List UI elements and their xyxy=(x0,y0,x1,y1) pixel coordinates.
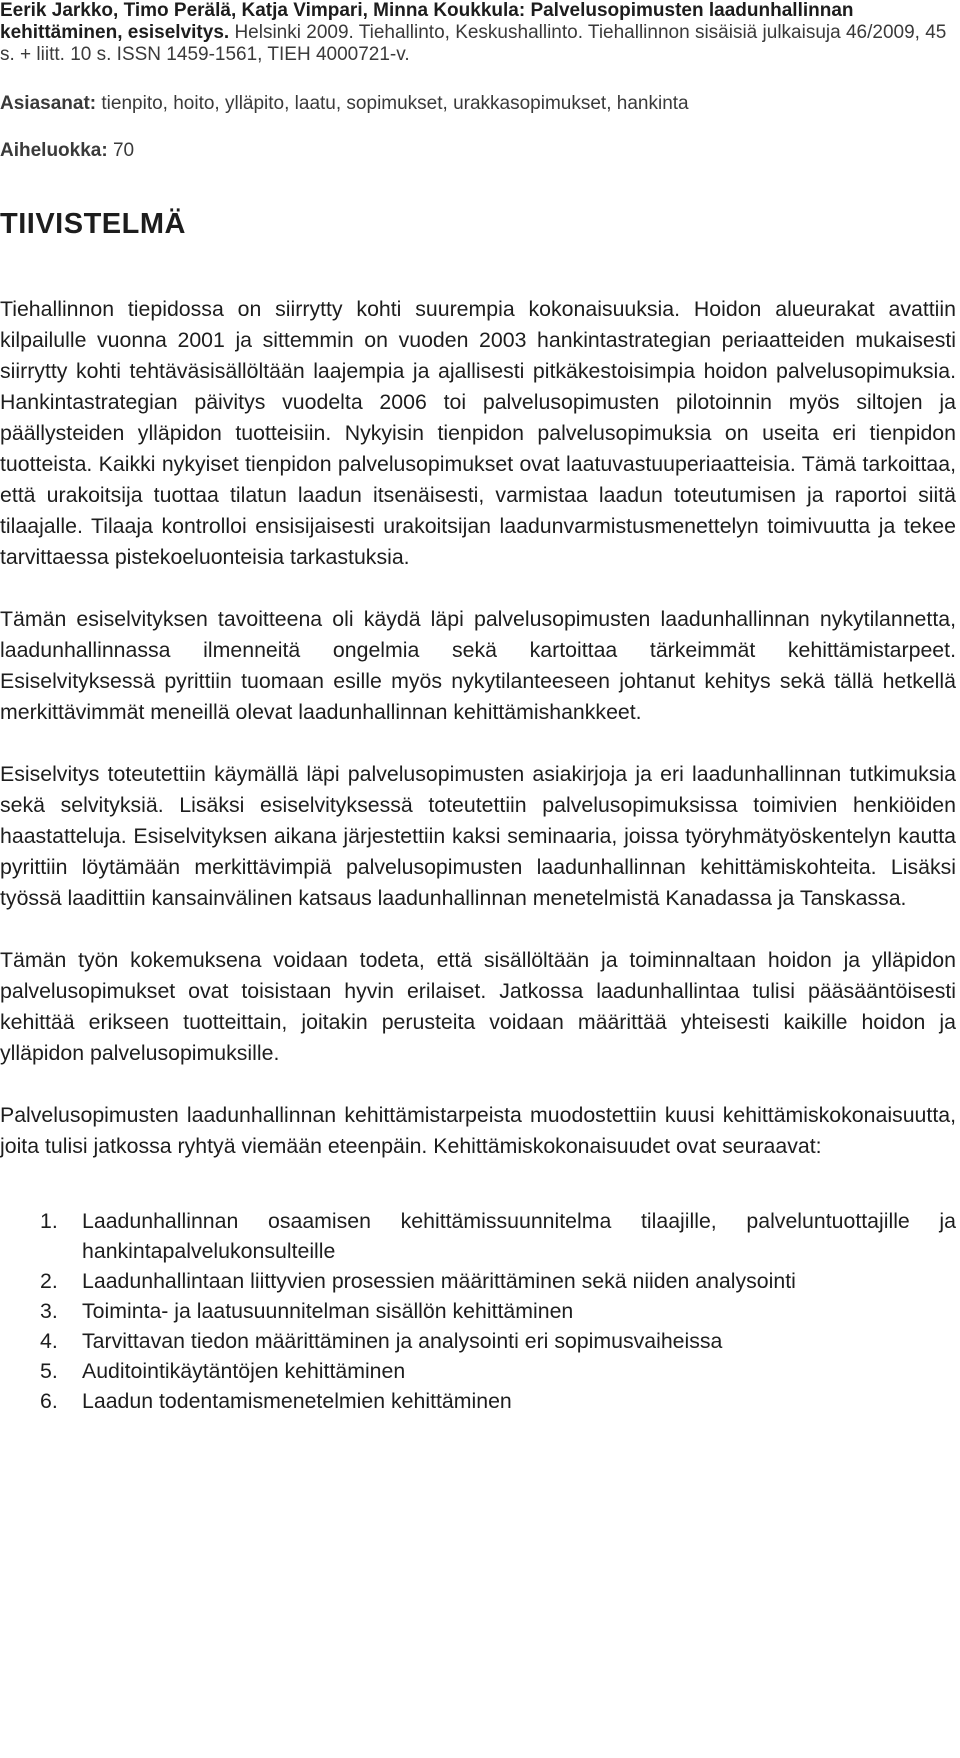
list-item xyxy=(40,1296,956,1326)
category-value: 70 xyxy=(112,140,135,161)
list-item-text: Laadun todentamismenetelmien kehittäminen xyxy=(82,1389,512,1413)
summary-body xyxy=(0,294,956,1416)
paragraph: Tiehallinnon tiepidossa on siirrytty kohti suurempia kokonaisuuksia. Hoidon alueurakat avattiin kilpailulle vuonna 2001 ja sittemmin on vuoden 2003 hankintastrategian periaatteiden mukaisesti siirrytty kohti tehtäväsisällöltään laajempia ja ajallisesti pitkäkestoisimpia hoidon palvelusopimuksia. Hankintastrategian päivitys vuodelta 2006 toi palvelusopimusten pilotoinnin myös siltojen ja päällysteiden ylläpidon tuotteisiin. Nykyisin tienpidon palvelusopimuksia on useita eri tienpidon tuotteista. Kaikki nykyiset tienpidon palvelusopimukset ovat laatuvastuuperiaatteisia. Tämä tarkoittaa, että urakoitsija tuottaa tilatun laadun itsenäisesti, varmistaa laadun toteutumisen ja raportoi siitä tilaajalle. Tilaaja kontrolloi ensisijaisesti urakoitsijan laadunvarmistusmenettelyn toimivuutta ja tekee tarvittaessa pistekoeluonteisia tarkastuksia. xyxy=(0,297,956,569)
list-item xyxy=(40,1356,956,1386)
list-item-text: Auditointikäytäntöjen kehittäminen xyxy=(82,1359,406,1383)
authors-and-title: Eerik Jarkko, Timo Perälä, Katja Vimpari, Minna Koukkula: Palvelusopimusten laadunhallinnan kehittäminen, esiselvitys. xyxy=(0,0,854,43)
list-item-text: Toiminta- ja laatusuunnitelman sisällön kehittäminen xyxy=(82,1299,574,1323)
bibliographic-header xyxy=(0,0,950,66)
development-areas-list xyxy=(0,1206,956,1416)
list-item-text: Tarvittavan tiedon määrittäminen ja analysointi eri sopimusvaiheissa xyxy=(82,1329,723,1353)
list-item-number: 1. xyxy=(40,1209,58,1233)
paragraph: Palvelusopimusten laadunhallinnan kehittämistarpeista muodostettiin kuusi kehittämiskokonaisuutta, joita tulisi jatkossa ryhtyä viemään eteenpäin. Kehittämiskokonaisuudet ovat seuraavat: xyxy=(0,1103,956,1158)
keywords-value: tienpito, hoito, ylläpito, laatu, sopimukset, urakkasopimukset, hankinta xyxy=(101,93,689,114)
category-label: Aiheluokka: xyxy=(0,140,108,161)
list-item-number: 5. xyxy=(40,1359,58,1383)
category-line xyxy=(0,140,134,162)
list-item-number: 4. xyxy=(40,1329,58,1353)
list-item xyxy=(40,1326,956,1356)
summary-heading: TIIVISTELMÄ xyxy=(0,208,186,240)
list-item xyxy=(40,1266,956,1296)
paragraph: Esiselvitys toteutettiin käymällä läpi palvelusopimusten asiakirjoja ja eri laadunhallinnan tutkimuksia sekä selvityksiä. Lisäksi esiselvityksessä toteutettiin palvelusopimuksissa toimivien henkiöiden haastatteluja. Esiselvityksen aikana järjestettiin kaksi seminaaria, joissa työryhmätyöskentelyn kautta pyrittiin löytämään merkittävimpiä palvelusopimusten laadunhallinnan kehittämiskohteita. Lisäksi työssä laadittiin kansainvälinen katsaus laadunhallinnan menetelmistä Kanadassa ja Tanskassa. xyxy=(0,762,956,910)
publication-info: Helsinki 2009. Tiehallinto, Keskushallinto. Tiehallinnon sisäisiä julkaisuja 46/2009, 45 s. + liitt. 10 s. ISSN 1459-1561, TIEH 4000721-v. xyxy=(0,22,947,65)
keywords-line xyxy=(0,93,689,115)
list-item xyxy=(40,1386,956,1416)
list-item-number: 3. xyxy=(40,1299,58,1323)
list-item-text: Laadunhallinnan osaamisen kehittämissuunnitelma tilaajille, palveluntuottajille ja hankintapalvelukonsulteille xyxy=(82,1209,956,1263)
paragraph: Tämän työn kokemuksena voidaan todeta, että sisällöltään ja toiminnaltaan hoidon ja ylläpidon palvelusopimukset ovat toisistaan hyvin erilaiset. Jatkossa laadunhallintaa tulisi pääsääntöisesti kehittää erikseen tuotteittain, joitakin perusteita voidaan määrittää yhteisesti kaikille hoidon ja ylläpidon palvelusopimuksille. xyxy=(0,948,956,1065)
paragraph: Tämän esiselvityksen tavoitteena oli käydä läpi palvelusopimusten laadunhallinnan nykytilannetta, laadunhallinnassa ilmenneitä ongelmia sekä kartoittaa tärkeimmät kehittämistarpeet. Esiselvityksessä pyrittiin tuomaan esille myös nykytilanteeseen johtanut kehitys sekä tällä hetkellä merkittävimmät meneillä olevat laadunhallinnan kehittämishankkeet. xyxy=(0,607,956,724)
keywords-label: Asiasanat: xyxy=(0,93,97,114)
list-item xyxy=(40,1206,956,1266)
list-item-text: Laadunhallintaan liittyvien prosessien määrittäminen sekä niiden analysointi xyxy=(82,1269,796,1293)
list-item-number: 2. xyxy=(40,1269,58,1293)
list-item-number: 6. xyxy=(40,1389,58,1413)
